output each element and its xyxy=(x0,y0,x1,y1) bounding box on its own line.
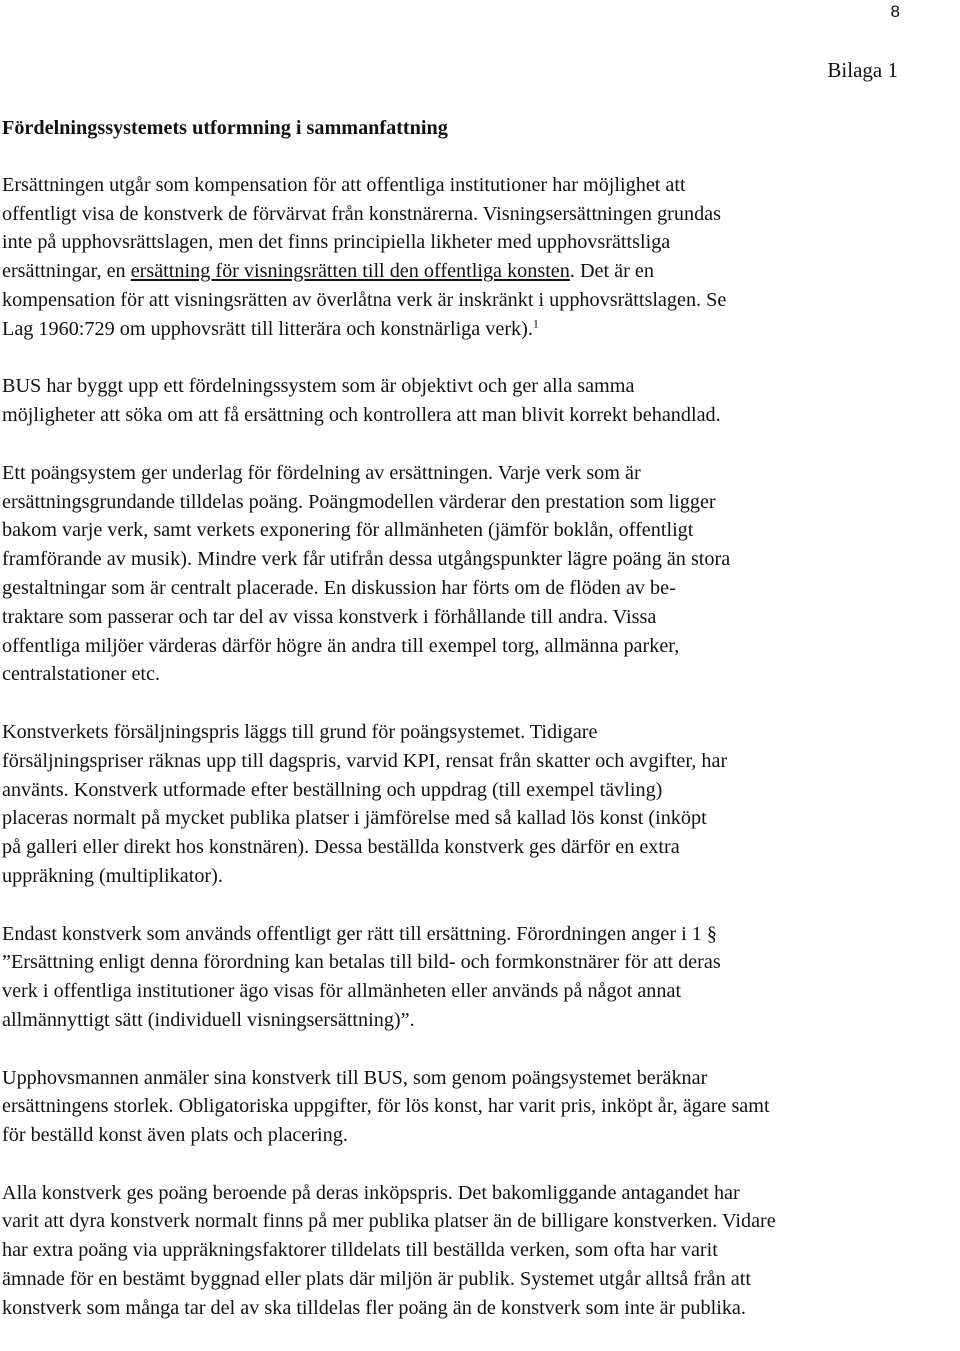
text-line: placeras normalt på mycket publika platser i jämförelse med så kallad lös konst (inköpt xyxy=(2,807,707,830)
underlined-phrase: ersättning för visningsrätten till den offentliga konsten xyxy=(130,260,570,283)
text-line: gestaltningar som är centralt placerade. En diskussion har förts om de flöden av be- xyxy=(2,576,676,599)
text-line: Alla konstverk ges poäng beroende på deras inköpspris. Det bakomliggande antagandet har xyxy=(2,1181,740,1204)
text-line: allmännyttigt sätt (individuell visningsersättning)”. xyxy=(2,1008,415,1031)
text-line: försäljningspriser räknas upp till dagspris, varvid KPI, rensat från skatter och avgifter, har xyxy=(2,749,728,772)
text-line: offentligt visa de konstverk de förvärvat från konstnärerna. Visningsersättningen grundas xyxy=(2,202,721,225)
text-line: har extra poäng via uppräkningsfaktorer tilldelats till beställda verken, som ofta har varit xyxy=(2,1239,718,1262)
text-line: verk i offentliga institutioner ägo visas för allmänheten eller används på något annat xyxy=(2,980,682,1003)
paragraph-sales-price xyxy=(2,718,960,891)
text-segment: ersättningar, en xyxy=(2,260,131,283)
text-segment: . Det är en xyxy=(569,260,654,283)
paragraph-purchase-price xyxy=(2,1179,960,1323)
text-line: uppräkning (multiplikator). xyxy=(2,864,223,887)
text-line: Upphovsmannen anmäler sina konstverk till BUS, som genom poängsystemet beräknar xyxy=(2,1066,708,1089)
paragraph-registration xyxy=(2,1064,960,1150)
text-line: ersättningsgrundande tilldelas poäng. Poängmodellen värderar den prestation som ligger xyxy=(2,490,716,513)
text-line: kompensation för att visningsrätten av överlåtna verk är inskränkt i upphovsrättslagen. Se xyxy=(2,288,727,311)
text-line: bakom varje verk, samt verkets exponering för allmänheten (jämför boklån, offentligt xyxy=(2,519,694,542)
text-line: Ett poängsystem ger underlag för fördelning av ersättningen. Varje verk som är xyxy=(2,461,641,484)
page-number: 8 xyxy=(890,2,900,21)
text-line: inte på upphovsrättslagen, men det finns principiella likheter med upphovsrättsliga xyxy=(2,231,671,254)
text-line: konstverk som många tar del av ska tilldelas fler poäng än de konstverk som inte är publika. xyxy=(2,1296,746,1319)
text-line: på galleri eller direkt hos konstnären). Dessa beställda konstverk ges därför en extra xyxy=(2,836,680,859)
text-segment: Lag 1960:729 om upphovsrätt till litterära och konstnärliga verk). xyxy=(2,317,533,340)
text-line xyxy=(2,257,960,286)
document-heading: Fördelningssystemets utformning i sammanfattning xyxy=(2,117,448,139)
text-line: för beställd konst även plats och placering. xyxy=(2,1124,348,1147)
paragraph-compensation xyxy=(2,171,960,344)
text-line: centralstationer etc. xyxy=(2,663,161,686)
text-line: använts. Konstverk utformade efter beställning och uppdrag (till exempel tävling) xyxy=(2,778,663,801)
document-body xyxy=(2,114,960,1351)
text-line: varit att dyra konstverk normalt finns på mer publika platser än de billigare konstverken. Vidare xyxy=(2,1210,776,1233)
paragraph-public-use xyxy=(2,920,960,1035)
text-line: möjligheter att söka om att få ersättning och kontrollera att man blivit korrekt behandlad. xyxy=(2,404,721,427)
text-line: offentliga miljöer värderas därför högre än andra till exempel torg, allmänna parker, xyxy=(2,634,680,657)
text-line: ämnade för en bestämt byggnad eller plats där miljön är publik. Systemet utgår alltså från att xyxy=(2,1268,751,1291)
text-line: Endast konstverk som används offentligt ger rätt till ersättning. Förordningen anger i 1 § xyxy=(2,922,718,945)
paragraph-bus-system xyxy=(2,372,960,430)
text-line: BUS har byggt upp ett fördelningssystem som är objektivt och ger alla samma xyxy=(2,375,635,398)
text-line: Ersättningen utgår som kompensation för att offentliga institutioner har möjlighet att xyxy=(2,173,686,196)
text-line xyxy=(2,315,960,344)
paragraph-point-system xyxy=(2,459,960,689)
text-line: Konstverkets försäljningspris läggs till grund för poängsystemet. Tidigare xyxy=(2,720,598,743)
text-line: ersättningens storlek. Obligatoriska uppgifter, för lös konst, har varit pris, inköpt år, ägare samt xyxy=(2,1095,770,1118)
text-line: framförande av musik). Mindre verk får utifrån dessa utgångspunkter lägre poäng än stora xyxy=(2,548,731,571)
text-line: ”Ersättning enligt denna förordning kan betalas till bild- och formkonstnärer för att deras xyxy=(2,951,721,974)
footnote-reference: 1 xyxy=(532,316,539,331)
text-line: traktare som passerar och tar del av vissa konstverk i förhållande till andra. Vissa xyxy=(2,605,657,628)
appendix-label: Bilaga 1 xyxy=(827,58,898,82)
